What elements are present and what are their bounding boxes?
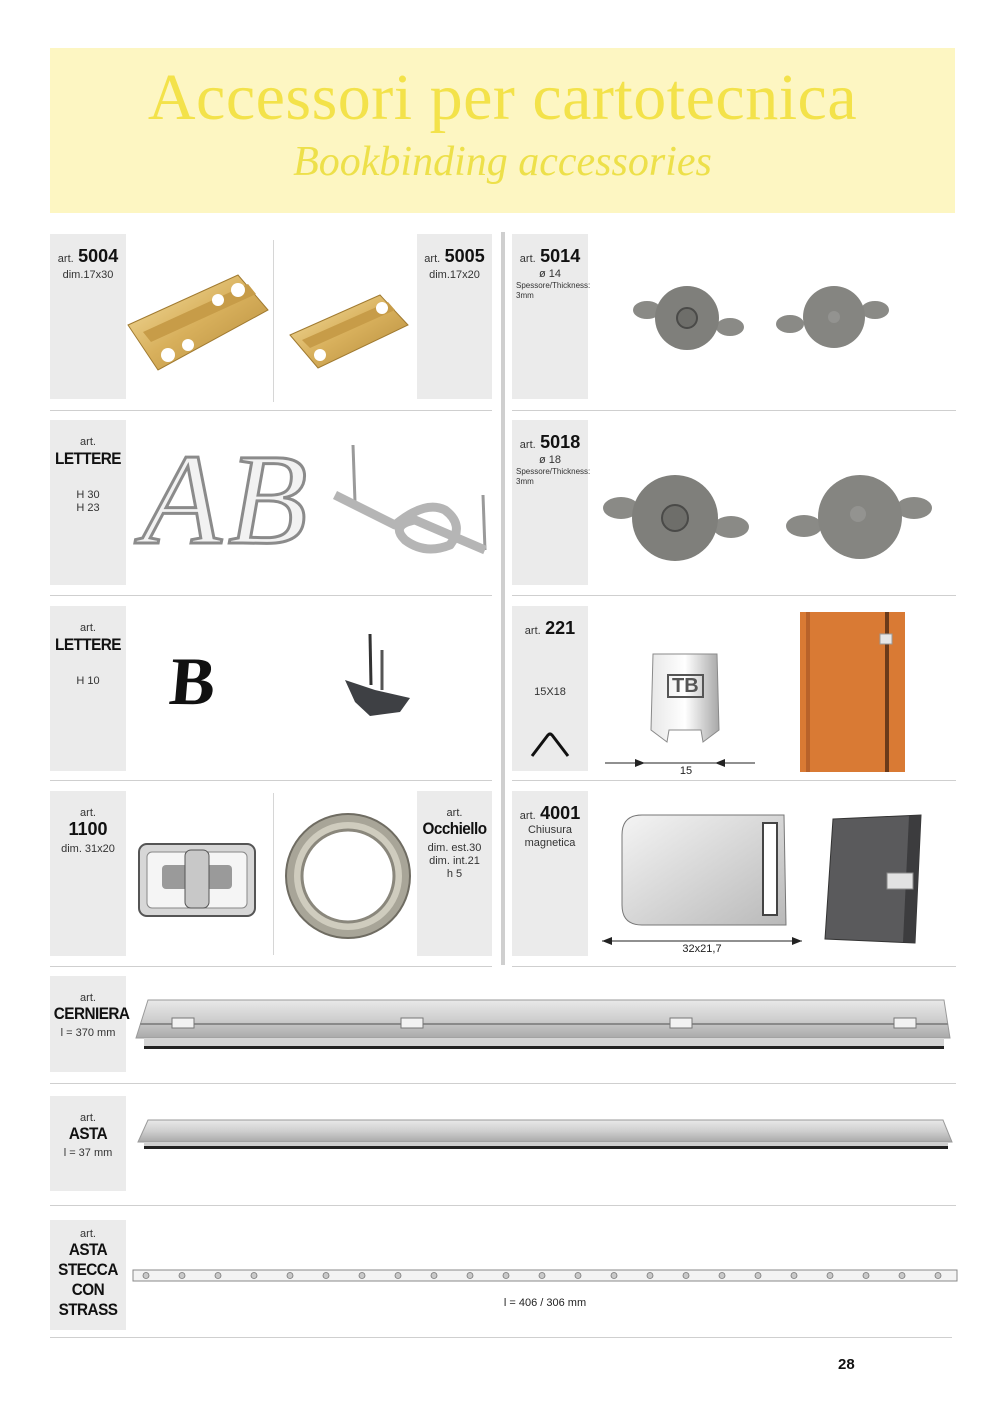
row-separator [50,1205,956,1206]
letter-a-image: A [142,428,222,572]
row-separator [512,780,956,781]
occhiello-dim-int: dim. int.21 [429,855,480,867]
row-separator [50,1083,956,1084]
occhiello-label [417,791,492,956]
cell-divider [273,240,274,402]
row-separator [512,595,956,596]
asta-stecca-name-line-3: CON [71,1280,105,1299]
magnet-5014-back-image [778,282,890,357]
letter-side-view-image [335,440,500,565]
asta-stecca-name-line-1: ASTA [68,1240,108,1259]
lettere-small-name: LETTERE [55,635,121,654]
asta-label [50,1096,126,1191]
magnet-5018-image [605,472,750,567]
row-separator [50,595,492,596]
cerniera-length: l = 370 mm [60,1027,116,1039]
hinge-5005-image [290,290,415,375]
row-separator [50,410,492,411]
asta-name: ASTA [68,1124,108,1143]
art-prefix: art. [80,807,96,819]
strass-bar-image [132,1269,958,1283]
page-number: 28 [838,1356,855,1373]
lettere-name: LETTERE [55,449,121,468]
item-221-size: 15X18 [534,686,566,698]
cell-divider [273,793,274,955]
asta-stecca-name-line-4: STRASS [58,1300,118,1319]
hinge-5004-image [128,270,273,380]
item-4001-desc-1: Chiusura [527,824,573,836]
twist-lock-1100-image [137,840,257,918]
item-221-number: 221 [545,618,576,638]
occhiello-height: h 5 [446,868,463,880]
item-5005-label [417,234,492,399]
art-prefix: art. [80,1112,96,1124]
triangle-profile-icon [528,732,572,758]
item-1100-dim: dim. 31x20 [61,843,115,855]
art-prefix: art. [519,253,536,265]
art-prefix: art. [446,807,463,819]
clip-221-logo: TB [667,674,704,698]
magnet-5018-back-image [788,472,933,567]
lettere-label [50,420,126,585]
lettere-small-height: H 10 [76,675,100,687]
page-title: Accessori per cartotecnica [147,61,858,134]
lettere-height-1: H 30 [76,489,100,501]
asta-stecca-length: l = 406 / 306 mm [503,1297,587,1309]
magnet-5014-image [635,282,745,357]
bar-asta-image [138,1118,953,1152]
item-5018-number: 5018 [540,432,581,452]
item-5014-diameter: ø 14 [538,268,561,280]
item-5014-number: 5014 [540,246,581,266]
item-5004-number: 5004 [78,246,119,266]
item-5004-dim: dim.17x30 [62,269,114,281]
magnetic-clasp-4001-image [620,813,788,927]
letter-b-black-image: B [166,643,219,719]
item-5018-diameter: ø 18 [538,454,561,466]
item-5005-number: 5005 [444,246,485,266]
row-separator [512,410,956,411]
piano-hinge-image [136,998,951,1053]
notebook-grey-image [825,815,923,945]
letter-b-image: B [228,428,308,572]
item-5018-thickness: Spessore/Thickness: 3mm [516,467,591,486]
lettere-small-label [50,606,126,771]
page-subtitle: Bookbinding accessories [293,139,712,185]
row-separator [50,780,492,781]
asta-stecca-name-line-2: STECCA [58,1260,118,1279]
art-prefix: art. [80,622,96,634]
item-5014-thickness: Spessore/Thickness: 3mm [516,281,591,300]
row-separator [50,966,492,967]
letter-b-side-view-image [340,630,420,720]
cerniera-label [50,976,130,1072]
item-1100-number: 1100 [68,819,108,839]
row-separator [512,966,956,967]
item-5005-dim: dim.17x20 [429,269,480,281]
art-prefix: art. [519,439,536,451]
asta-stecca-label [50,1220,126,1330]
item-1100-label [50,791,126,956]
asta-length: l = 37 mm [63,1147,113,1159]
item-5014-label [512,234,591,399]
art-prefix: art. [80,992,96,1004]
item-4001-number: 4001 [540,803,581,823]
art-prefix: art. [80,436,96,448]
art-prefix: art. [57,253,74,265]
row-separator [50,1337,952,1338]
lettere-height-2: H 23 [76,502,100,514]
cerniera-name: CERNIERA [53,1004,130,1023]
art-prefix: art. [80,1228,96,1240]
item-4001-desc-2: magnetica [524,837,576,849]
eyelet-ring-image [282,810,414,942]
item-5004-label [50,234,126,399]
item-5018-label [512,420,591,585]
occhiello-dim-est: dim. est.30 [427,842,482,854]
notebook-orange-image [800,612,905,772]
item-4001-label [512,791,588,956]
clip-221-width-label: 15 [679,765,693,777]
occhiello-name: Occhiello [422,819,487,838]
item-221-label [512,606,588,771]
art-prefix: art. [524,625,541,637]
art-prefix: art. [424,253,441,265]
art-prefix: art. [519,810,536,822]
column-divider [501,232,505,965]
item-4001-size-label: 32x21,7 [682,943,722,955]
